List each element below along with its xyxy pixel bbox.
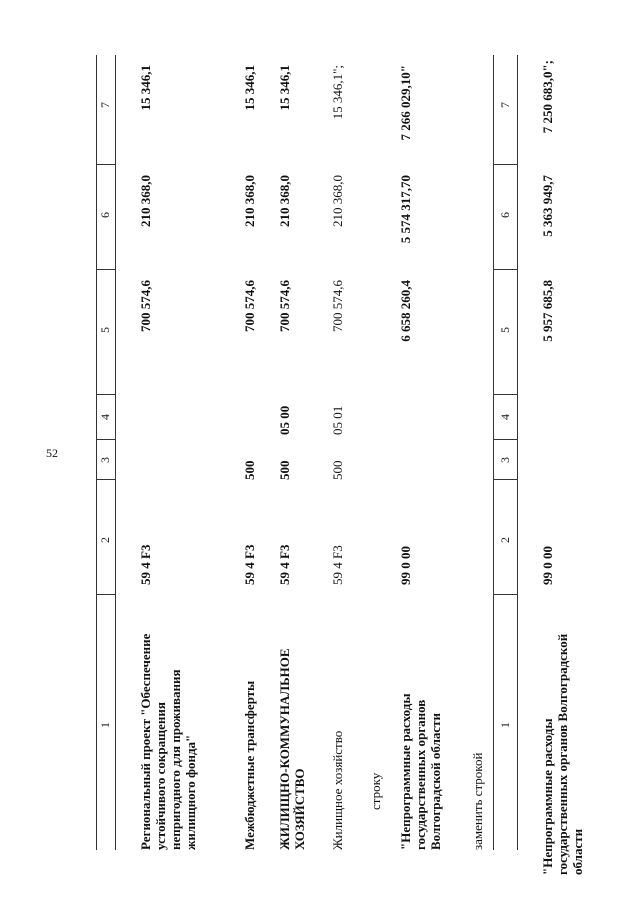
row-code: 59 4 F3 (242, 544, 257, 585)
bottom-table-rule-header (517, 55, 518, 850)
row-value-6: 210 368,0 (330, 175, 345, 227)
row-value-5: 5 957 685,8 (540, 280, 555, 342)
row-value-7: 15 346,1"; (330, 65, 345, 120)
sep (493, 269, 517, 270)
row-value-6: 5 363 949,7 (540, 175, 555, 237)
row-code: 99 0 00 (398, 546, 413, 585)
sep (96, 164, 115, 165)
sep (493, 394, 517, 395)
sep (96, 594, 115, 595)
col-header-2: 2 (98, 537, 112, 543)
col-header-1: 1 (498, 722, 512, 728)
row-vr: 500 (242, 460, 257, 480)
row-name: "Непрограммные расходы государственных органов Волгоградской области (540, 633, 585, 875)
row-code: 59 4 F3 (138, 544, 153, 585)
col-header-7: 7 (498, 102, 512, 108)
col-header-3: 3 (98, 457, 112, 463)
row-value-5: 700 574,6 (242, 280, 257, 332)
sep (96, 479, 115, 480)
col-header-3: 3 (498, 457, 512, 463)
row-value-5: 700 574,6 (138, 280, 153, 332)
bottom-table-rule-top (493, 55, 494, 850)
row-section: 05 00 (277, 405, 292, 435)
sep (96, 439, 115, 440)
row-section: 05 01 (330, 405, 345, 435)
col-header-5: 5 (98, 327, 112, 333)
row-value-5: 6 658 260,4 (398, 280, 413, 342)
row-value-7: 15 346,1 (242, 65, 257, 111)
col-header-7: 7 (98, 102, 112, 108)
col-header-4: 4 (98, 414, 112, 420)
row-value-7: 15 346,1 (277, 65, 292, 111)
col-header-1: 1 (98, 722, 112, 728)
phrase-stroku: строку (368, 772, 383, 810)
row-value-6: 5 574 317,70 (398, 175, 413, 244)
row-value-7: 15 346,1 (138, 65, 153, 111)
sep (493, 439, 517, 440)
sep (493, 479, 517, 480)
row-value-6: 210 368,0 (277, 175, 292, 227)
row-value-6: 210 368,0 (242, 175, 257, 227)
row-vr: 500 (277, 460, 292, 480)
page-number: 52 (46, 446, 58, 460)
row-value-6: 210 368,0 (138, 175, 153, 227)
row-vr: 500 (330, 460, 345, 480)
row-name: ЖИЛИЩНО-КОММУНАЛЬНОЕ ХОЗЯЙСТВО (277, 648, 307, 850)
row-value-7: 7 250 683,0"; (540, 60, 555, 134)
col-header-6: 6 (498, 212, 512, 218)
col-header-6: 6 (98, 212, 112, 218)
row-value-7: 7 266 029,10" (398, 65, 413, 141)
row-value-5: 700 574,6 (330, 280, 345, 332)
sep (493, 164, 517, 165)
row-name: Межбюджетные трансферты (242, 680, 257, 850)
col-header-2: 2 (498, 537, 512, 543)
phrase-zamenit: заменить строкой (470, 752, 485, 850)
top-table-rule-top (96, 55, 97, 850)
row-name: "Непрограммные расходы государственных органов Волгоградской области (398, 693, 443, 850)
col-header-5: 5 (498, 327, 512, 333)
row-name: Жилищное хозяйство (330, 730, 345, 850)
sep (96, 394, 115, 395)
row-code: 59 4 F3 (330, 545, 345, 585)
col-header-4: 4 (498, 414, 512, 420)
top-table-rule-header (115, 55, 116, 850)
sep (96, 269, 115, 270)
row-code: 59 4 F3 (277, 544, 292, 585)
sep (493, 594, 517, 595)
row-name: Региональный проект "Обеспечение устойчивого сокращения непригодного для проживания жилищного фонда" (138, 633, 198, 850)
row-code: 99 0 00 (540, 546, 555, 585)
row-value-5: 700 574,6 (277, 280, 292, 332)
